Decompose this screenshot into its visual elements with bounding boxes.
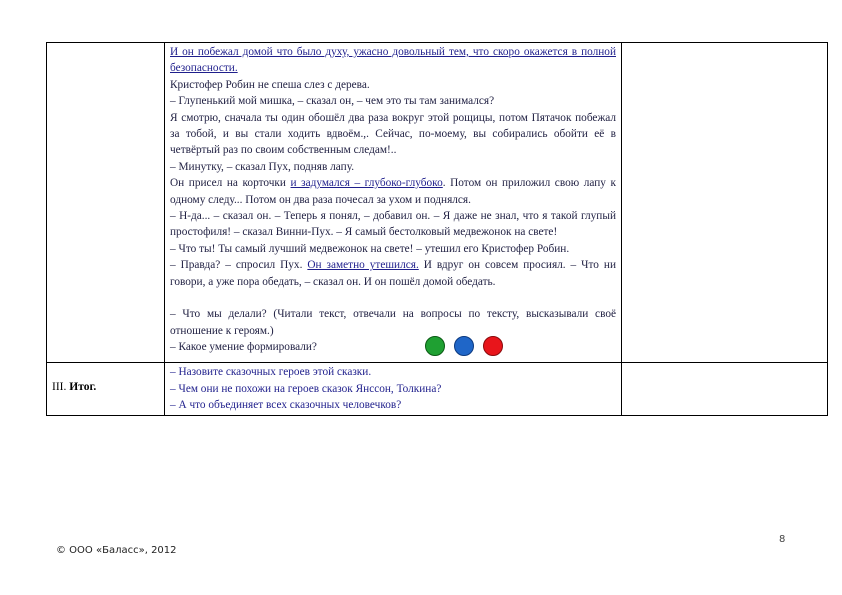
stage-number: III.	[52, 381, 67, 394]
question-line: – Назовите сказочных героев этой сказки.	[170, 366, 372, 379]
text-run: Он присел на корточки	[170, 177, 291, 190]
underlined-text: Он заметно утешился.	[307, 259, 419, 272]
text-run: Я смотрю, сначала ты один обошёл два раза вокруг этой рощицы, потом Пятачок побежал за тобой, и вы стали ходить вдвоём.,. Сейчас, по-моему, вы собирались обойти её в четвёртый раз по своим собственным следам!..	[170, 111, 616, 157]
summary-questions	[165, 363, 621, 414]
text-run: – Минутку, – сказал Пух, подняв лапу.	[170, 160, 355, 173]
red-circle-icon	[483, 336, 503, 356]
story-paragraph	[170, 175, 616, 208]
indicator-dots	[170, 334, 616, 358]
underlined-text: И он побежал домой что было духу, ужасно довольный тем, что скоро окажется в полной безопасности.	[170, 46, 616, 75]
text-run: – Н-да... – сказал он. – Теперь я понял, – добавил он. – Я даже не знал, что я такой глупый простофиля! – сказал Винни-Пух. – Я самый бестолковый медвежонок на свете!	[170, 210, 616, 239]
table-row	[47, 363, 828, 415]
story-paragraph	[170, 110, 616, 159]
stage-label	[47, 381, 164, 393]
copyright-footer: © ООО «Баласс», 2012	[56, 545, 177, 556]
lesson-table	[46, 42, 828, 416]
story-paragraph	[170, 208, 616, 241]
underlined-text: и задумался – глубоко-глубоко	[290, 177, 443, 190]
text-run: . Потом он приложил свою лапу к одному следу... Потом он два раза почесал за ухом и поднялся.	[170, 177, 616, 206]
story-paragraph	[170, 159, 616, 175]
page-number: 8	[779, 534, 786, 545]
story-text	[165, 43, 621, 362]
text-run: И вдруг он совсем просиял. – Что ни говори, а уже пора обедать, – сказал он. И он пошёл домой обедать.	[170, 259, 616, 288]
content-cell	[165, 43, 622, 363]
notes-cell	[622, 43, 828, 363]
text-run: – Правда? – спросил Пух.	[170, 259, 308, 272]
story-paragraph	[170, 44, 616, 77]
notes-cell	[622, 363, 828, 415]
question-line: – Чем они не похожи на героев сказок Янссон, Толкина?	[170, 382, 442, 395]
story-paragraphs	[170, 44, 616, 290]
text-run: – Что ты! Ты самый лучший медвежонок на свете! – утешил его Кристофер Робин.	[170, 242, 570, 255]
story-paragraph	[170, 257, 616, 290]
blue-circle-icon	[454, 336, 474, 356]
question-text: – Какое умение формировали?	[170, 340, 317, 353]
text-run: Кристофер Робин не спеша слез с дерева.	[170, 78, 370, 91]
content-cell	[165, 363, 622, 415]
stage-cell	[47, 363, 165, 415]
text-run: – Глупенький мой мишка, – сказал он, – чем это ты там занимался?	[170, 95, 495, 108]
stage-cell	[47, 43, 165, 363]
story-paragraph	[170, 77, 616, 93]
green-circle-icon	[425, 336, 445, 356]
story-paragraph	[170, 241, 616, 257]
story-paragraph	[170, 93, 616, 109]
question-line: – А что объединяет всех сказочных человечков?	[170, 399, 402, 412]
table-row	[47, 43, 828, 363]
question-text: – Что мы делали? (Читали текст, отвечали на вопросы по тексту, высказывали своё отношение к героям.)	[170, 308, 616, 337]
stage-name: Итог.	[69, 381, 97, 394]
